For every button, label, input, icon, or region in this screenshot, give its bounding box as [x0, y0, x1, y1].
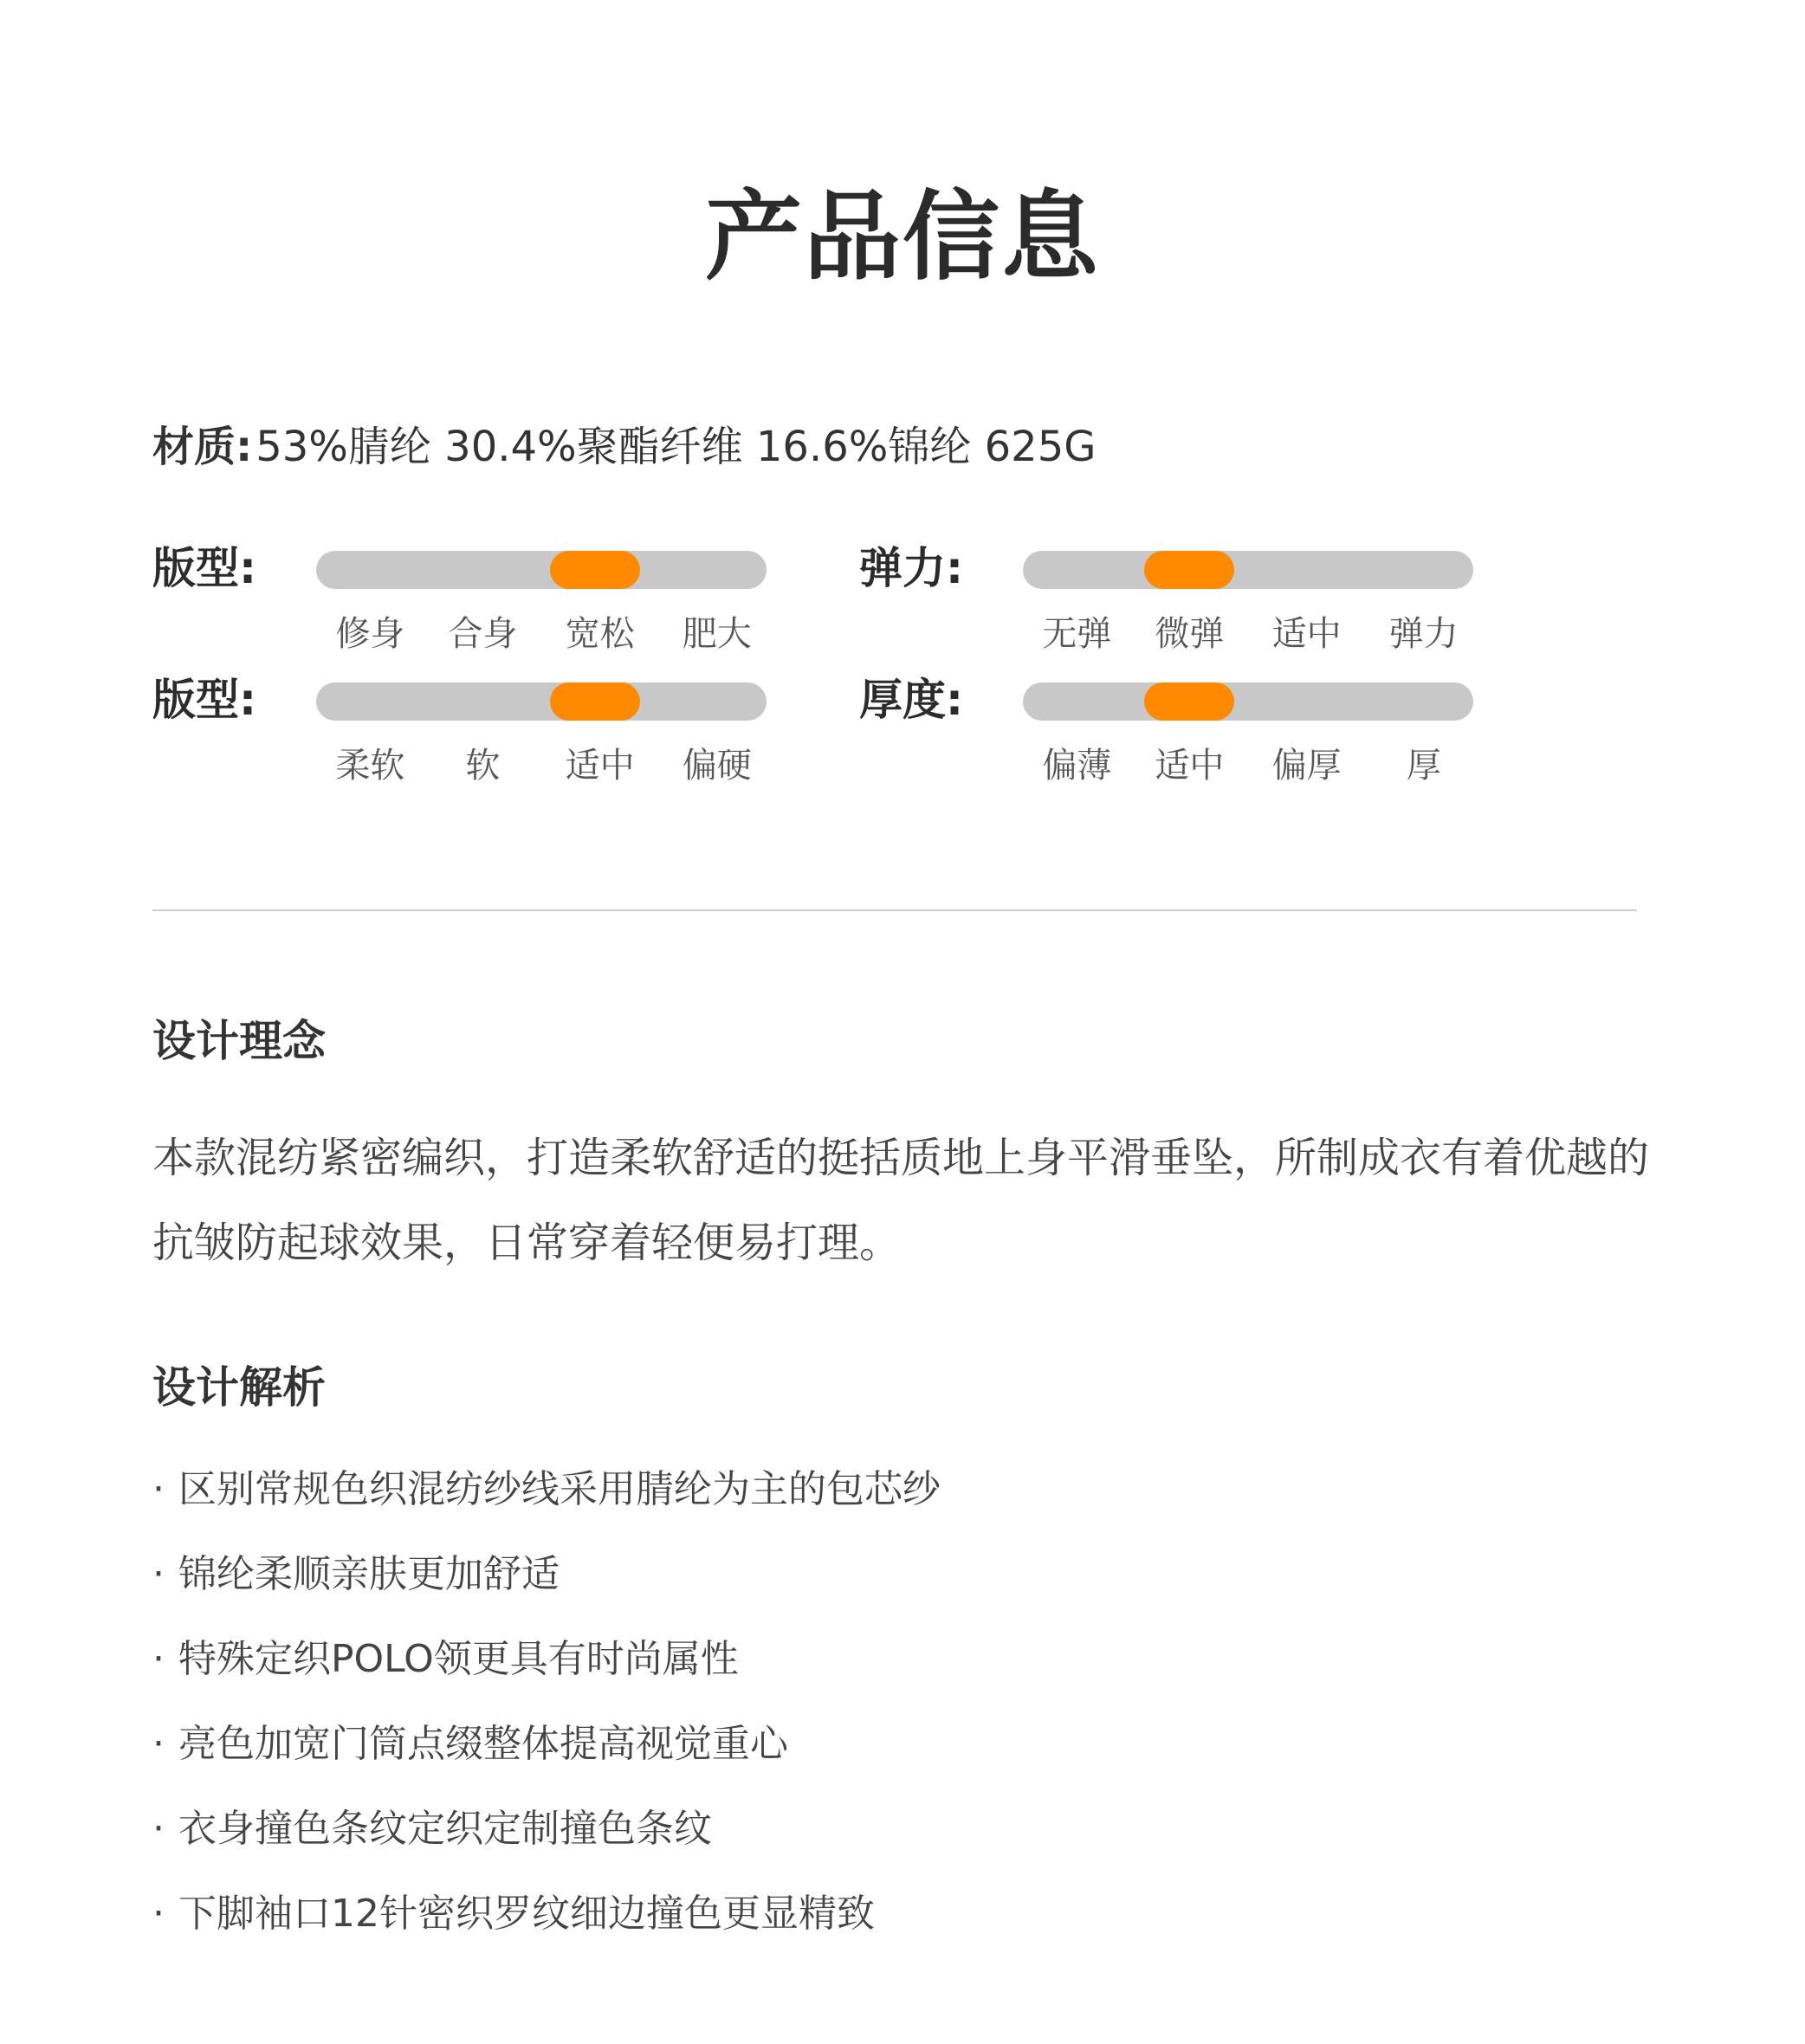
- scale-option: 适中: [1271, 614, 1342, 654]
- attribute-elasticity: [859, 542, 1500, 663]
- bullet-icon: ·: [152, 1467, 165, 1511]
- list-item: [152, 1888, 941, 1973]
- scale-option: 偏薄: [1042, 746, 1112, 786]
- scale-option: 微弹: [1155, 614, 1225, 654]
- scale-option: 柔软: [335, 746, 405, 786]
- analysis-title: 设计解析: [152, 1362, 326, 1413]
- scale-option: 修身: [335, 614, 405, 654]
- attribute-label: 弹力:: [859, 543, 963, 593]
- list-item-text: 锦纶柔顺亲肤更加舒适: [178, 1552, 560, 1596]
- scale-indicator: [550, 551, 640, 589]
- concept-title: 设计理念: [152, 1016, 326, 1066]
- scale-indicator: [1144, 682, 1234, 721]
- attribute-thickness: [859, 674, 1500, 795]
- scale-track: [316, 551, 767, 589]
- page-title: 产品信息: [705, 181, 1100, 294]
- scale-option: 软: [465, 746, 501, 786]
- material-value: 53%腈纶 30.4%聚酯纤维 16.6%锦纶 625G: [256, 423, 1097, 471]
- scale-option: 适中: [1155, 746, 1225, 786]
- scale-track: [316, 682, 767, 721]
- list-item-text: 下脚袖口12针密织罗纹细边撞色更显精致: [178, 1892, 875, 1936]
- scale-track: [1023, 551, 1473, 589]
- scale-option: 合身: [448, 614, 518, 654]
- concept-text: 本款混纺紧密编织，打造柔软舒适的挺括质地上身平滑垂坠，所制成衣有着优越的抗皱防起球效果，日常穿着轻便易打理。: [152, 1134, 1650, 1267]
- list-item: [152, 1718, 941, 1803]
- scale-options: [316, 611, 767, 657]
- list-item-text: 衣身撞色条纹定织定制撞色条纹: [178, 1807, 712, 1851]
- list-item-text: 特殊定织POLO领更具有时尚属性: [178, 1637, 739, 1681]
- scale-option: 偏硬: [682, 746, 752, 786]
- scale-options: [1023, 611, 1473, 657]
- list-item: [152, 1803, 941, 1888]
- scale-option: 肥大: [682, 614, 752, 654]
- bullet-icon: ·: [152, 1637, 165, 1681]
- scale-option: 厚: [1406, 746, 1441, 786]
- material-label: 材质:: [152, 423, 253, 471]
- list-item: [152, 1464, 941, 1549]
- scale-option: 无弹: [1042, 614, 1112, 654]
- attribute-label: 版型:: [152, 543, 256, 593]
- scale-options: [316, 743, 767, 788]
- bullet-icon: ·: [152, 1892, 165, 1936]
- scale-option: 偏厚: [1271, 746, 1342, 786]
- scale-option: 弹力: [1388, 614, 1459, 654]
- bullet-icon: ·: [152, 1722, 165, 1766]
- list-item: [152, 1549, 941, 1633]
- list-item-text: 区别常规色织混纺纱线采用腈纶为主的包芯纱: [178, 1467, 941, 1511]
- scale-option: 适中: [565, 746, 635, 786]
- list-item-text: 亮色加宽门筒点缀整体提高视觉重心: [178, 1722, 788, 1766]
- attribute-label: 版型:: [152, 675, 256, 725]
- list-item: [152, 1633, 941, 1718]
- attribute-fit: [152, 542, 793, 663]
- analysis-list: [152, 1464, 941, 1973]
- scale-options: [1023, 743, 1473, 788]
- scale-indicator: [550, 682, 640, 721]
- scale-indicator: [1144, 551, 1234, 589]
- section-divider: [152, 909, 1637, 911]
- attribute-label: 厚度:: [859, 675, 963, 725]
- scale-option: 宽松: [565, 614, 635, 654]
- bullet-icon: ·: [152, 1552, 165, 1596]
- bullet-icon: ·: [152, 1807, 165, 1851]
- material-line: [152, 421, 1096, 473]
- attribute-softness: [152, 674, 793, 795]
- scale-track: [1023, 682, 1473, 721]
